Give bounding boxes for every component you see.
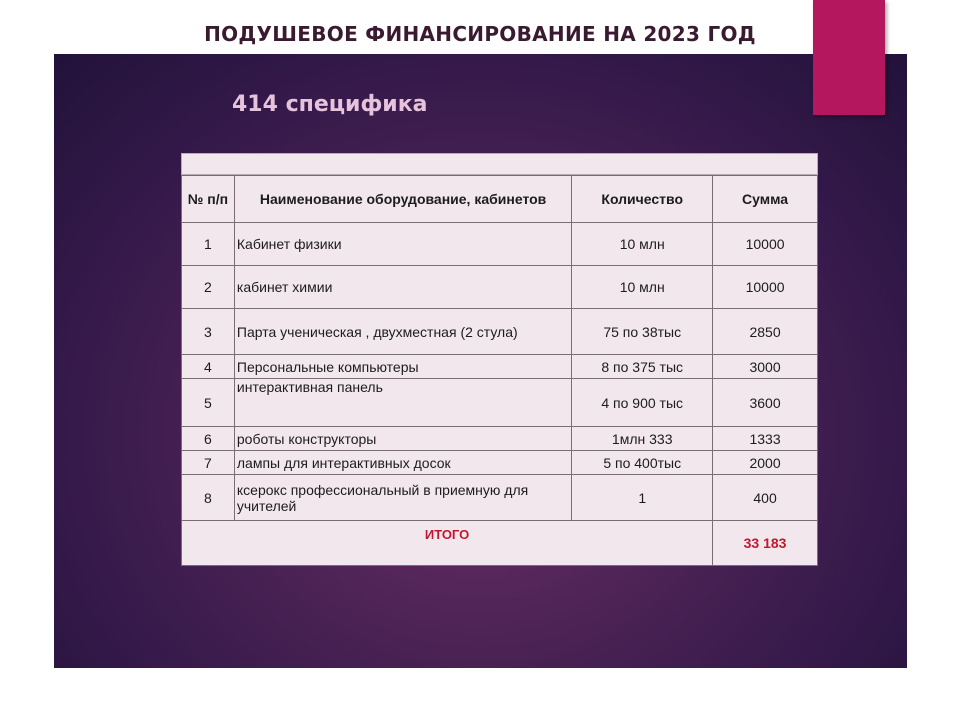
row-number: 6	[182, 427, 235, 451]
column-header-name: Наименование оборудование, кабинетов	[234, 176, 571, 223]
table-row	[182, 355, 818, 379]
row-quantity: 10 млн	[572, 223, 713, 266]
funding-table-container	[181, 153, 818, 566]
accent-block	[813, 0, 885, 115]
row-sum: 1333	[713, 427, 818, 451]
row-name: лампы для интерактивных досок	[234, 451, 571, 475]
row-name: интерактивная панель	[234, 379, 571, 427]
row-name: Парта ученическая , двухместная (2 стула)	[234, 309, 571, 355]
row-number: 2	[182, 266, 235, 309]
page-title: ПОДУШЕВОЕ ФИНАНСИРОВАНИЕ НА 2023 ГОД	[204, 22, 756, 46]
row-name: Кабинет физики	[234, 223, 571, 266]
table-row	[182, 475, 818, 521]
row-sum: 3000	[713, 355, 818, 379]
table-row	[182, 451, 818, 475]
row-sum: 2000	[713, 451, 818, 475]
row-number: 7	[182, 451, 235, 475]
row-number: 8	[182, 475, 235, 521]
table-total-row	[182, 521, 818, 566]
table-top-strip	[181, 153, 818, 175]
row-name: ксерокс профессиональный в приемную для учителей	[234, 475, 571, 521]
section-subtitle: 414 специфика	[232, 92, 428, 117]
row-quantity: 1млн 333	[572, 427, 713, 451]
table-header-row	[182, 176, 818, 223]
row-name: Персональные компьютеры	[234, 355, 571, 379]
row-sum: 3600	[713, 379, 818, 427]
table-row	[182, 223, 818, 266]
row-number: 1	[182, 223, 235, 266]
row-sum: 10000	[713, 266, 818, 309]
table-row	[182, 427, 818, 451]
column-header-quantity: Количество	[572, 176, 713, 223]
row-quantity: 10 млн	[572, 266, 713, 309]
table-row	[182, 309, 818, 355]
funding-table	[181, 175, 818, 566]
row-quantity: 75 по 38тыс	[572, 309, 713, 355]
row-name: кабинет химии	[234, 266, 571, 309]
row-number: 3	[182, 309, 235, 355]
row-sum: 2850	[713, 309, 818, 355]
row-number: 5	[182, 379, 235, 427]
table-row	[182, 266, 818, 309]
total-value: 33 183	[713, 521, 818, 566]
row-quantity: 5 по 400тыс	[572, 451, 713, 475]
row-sum: 400	[713, 475, 818, 521]
row-number: 4	[182, 355, 235, 379]
row-name: роботы конструкторы	[234, 427, 571, 451]
row-sum: 10000	[713, 223, 818, 266]
row-quantity: 1	[572, 475, 713, 521]
row-quantity: 4 по 900 тыс	[572, 379, 713, 427]
column-header-number: № п/п	[182, 176, 235, 223]
table-row	[182, 379, 818, 427]
total-label: ИТОГО	[182, 521, 713, 566]
column-header-sum: Сумма	[713, 176, 818, 223]
row-quantity: 8 по 375 тыс	[572, 355, 713, 379]
